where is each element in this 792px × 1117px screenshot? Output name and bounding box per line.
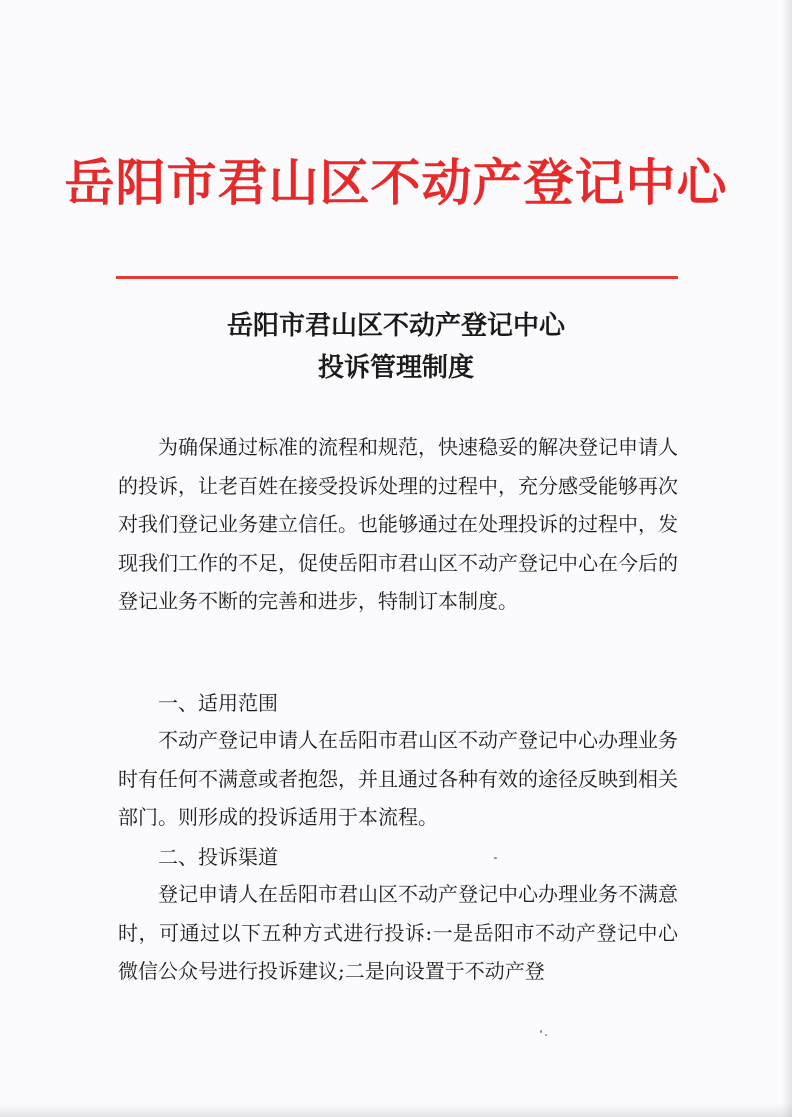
- letterhead-title: 岳阳市君山区不动产登记中心: [64, 153, 728, 212]
- document-title-line-1: 岳阳市君山区不动产登记中心: [226, 311, 565, 341]
- section-2-heading: 二、投诉渠道: [158, 845, 278, 869]
- scan-speck: [545, 1034, 547, 1036]
- section-2-paragraph: 登记申请人在岳阳市君山区不动产登记中心办理业务不满意时，可通过以下五种方式进行投诉:一是岳阳市不动产登记中心微信公众号进行投诉建议;二是向设置于不动产登: [118, 882, 678, 983]
- section-1-paragraph: 不动产登记申请人在岳阳市君山区不动产登记中心办理业务时有任何不满意或者抱怨，并且通过各种有效的途径反映到相关部门。则形成的投诉适用于本流程。: [118, 728, 678, 829]
- intro-paragraph: 为确保通过标准的流程和规范，快速稳妥的解决登记申请人的投诉，让老百姓在接受投诉处理的过程中，充分感受能够再次对我们登记业务建立信任。也能够通过在处理投诉的过程中，发现我们工作的不足，促使岳阳市君山区不动产登记中心在今后的登记业务不断的完善和进步，特制订本制度。: [118, 435, 678, 613]
- section-1-heading: 一、适用范围: [158, 691, 278, 715]
- scan-bottom-shadow: [0, 1103, 792, 1117]
- scan-edge-shadow: [782, 0, 792, 1117]
- document-title-line-2: 投诉管理制度: [317, 353, 474, 383]
- letterhead-red-rule: [116, 276, 678, 279]
- scan-speck: [494, 857, 497, 859]
- scan-speck: [540, 1030, 542, 1033]
